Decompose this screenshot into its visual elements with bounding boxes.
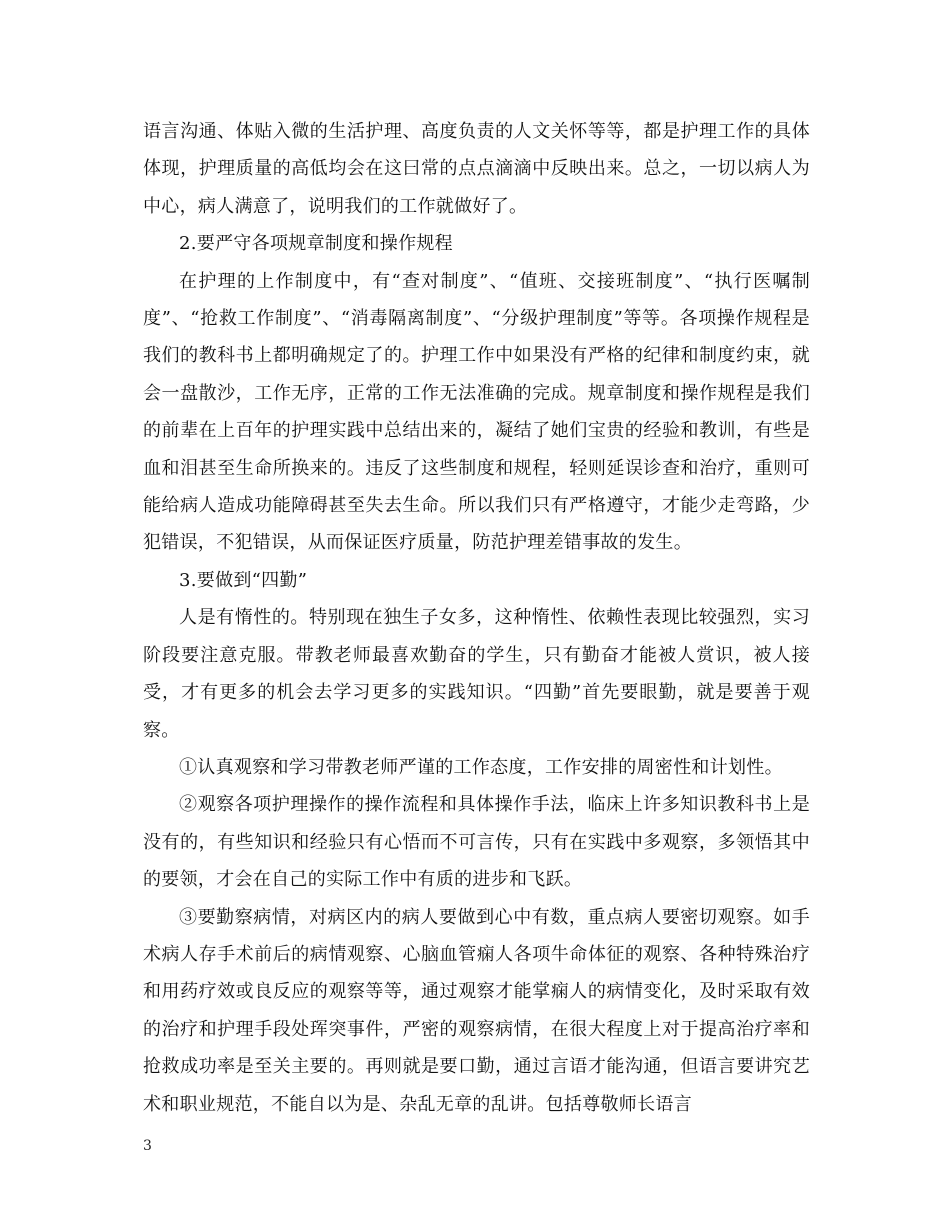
section-heading: 3.要做到“四勤” <box>179 569 308 591</box>
document-body <box>143 113 810 1123</box>
paragraph: 人是有惰性的。特别现在独生子女多，这种惰性、依赖性表现比较强烈，实习阶段要注意克服。带教老师最喜欢勤奋的学生，只有勤奋才能被人赏识，被人接受，才有更多的机会去学习更多的实践知识。“四勤”首先要眼勤，就是要善于观察。 <box>143 607 810 741</box>
section-heading: 2.要严守各项规章制度和操作规程 <box>179 233 453 255</box>
list-item: ①认真观察和学习带教老师严谨的工作态度，工作安排的周密性和计划性。 <box>179 756 783 778</box>
page-number: 3 <box>143 1138 152 1154</box>
list-item: ②观察各项护理操作的操作流程和具体操作手法，临床上许多知识教科书上是没有的，有些知识和经验只有心悟而不可言传，只有在实践中多观察，多领悟其中的要领，才会在自己的实际工作中有质的进步和飞跃。 <box>143 794 810 891</box>
paragraph: 在护理的上作制度中，有“查对制度”、“值班、交接班制度”、“执行医嘱制度”、“抢救工作制度”、“消毒隔离制度”、“分级护理制度”等等。各项操作规程是我们的教科书上都明确规定了的。护理工作中如果没有严格的纪律和制度约束，就会一盘散沙，工作无序，正常的工作无法准确的完成。规章制度和操作规程是我们的前辈在上百年的护理实践中总结出来的，凝结了她们宝贵的经验和教训，有些是血和泪甚至生命所换来的。违反了这些制度和规程，轻则延误诊查和治疗，重则可能给病人造成功能障碍甚至失去生命。所以我们只有严格遵守，才能少走弯路，少犯错误，不犯错误，从而保证医疗质量，防范护理差错事故的发生。 <box>143 270 810 554</box>
list-item: ③要勤察病情，对病区内的病人要做到心中有数，重点病人要密切观察。如手术病人存手术前后的病情观察、心脑血管痫人各项牛命体征的观察、各种特殊治疗和用药疗效或良反应的观察等等，通过观察才能掌痫人的病情变化，及时采取有效的治疗和护理手段处珲突事件，严密的观察病情，在很大程度上对于提高治疗率和抢救成功率是至关主要的。再则就是要口勤，通过言语才能沟通，但语言要讲究艺术和职业规范，不能自以为是、杂乱无章的乱讲。包括尊敬师长语言 <box>143 906 810 1115</box>
paragraph: 语言沟通、体贴入微的生活护理、高度负责的人文关怀等等，都是护理工作的具体体现，护理质量的高低均会在这曰常的点点滴滴中反映出来。总之，一切以病人为中心，病人满意了，说明我们的工作就做好了。 <box>143 121 810 217</box>
